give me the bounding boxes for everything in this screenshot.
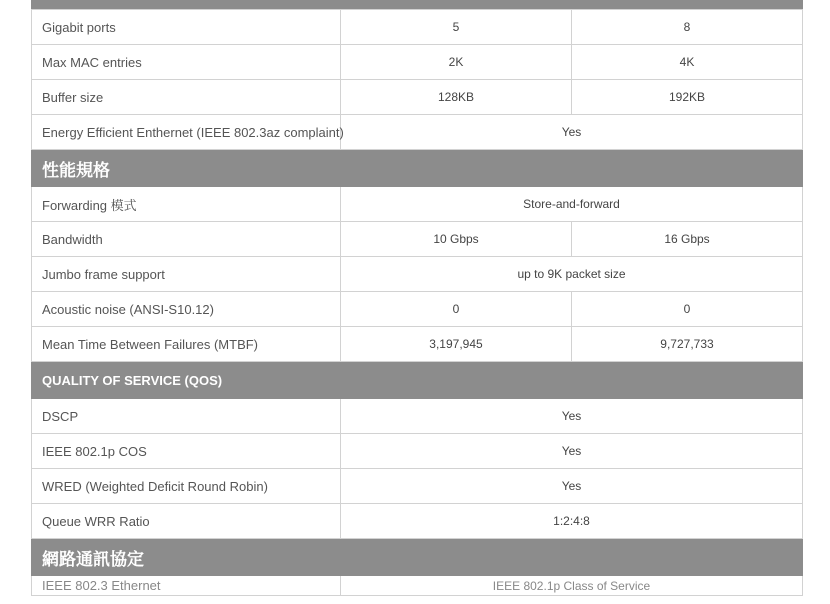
table-row (32, 80, 803, 115)
row-value: 4K (572, 45, 803, 80)
row-value: 9,727,733 (572, 327, 803, 362)
row-label: Gigabit ports (32, 10, 341, 45)
table-row (32, 187, 803, 222)
row-label: Acoustic noise (ANSI-S10.12) (32, 292, 341, 327)
row-label: IEEE 802.3 Ethernet (32, 576, 341, 596)
table-row (32, 504, 803, 539)
row-value: Yes (341, 469, 803, 504)
row-value: 16 Gbps (572, 222, 803, 257)
row-value: 0 (341, 292, 572, 327)
row-label: Bandwidth (32, 222, 341, 257)
table-row (32, 399, 803, 434)
section-header-network (32, 539, 803, 576)
section-title: 性能規格 (32, 150, 803, 187)
table-row (32, 222, 803, 257)
table-row (32, 10, 803, 45)
row-value: 10 Gbps (341, 222, 572, 257)
row-label: IEEE 802.1p COS (32, 434, 341, 469)
table-row (32, 115, 803, 150)
row-value: 5 (341, 10, 572, 45)
section-title: 網路通訊協定 (32, 539, 803, 576)
row-label: Jumbo frame support (32, 257, 341, 292)
row-value: up to 9K packet size (341, 257, 803, 292)
table-row (32, 434, 803, 469)
row-value: 8 (572, 10, 803, 45)
row-label: Max MAC entries (32, 45, 341, 80)
table-row (32, 469, 803, 504)
row-value: Store-and-forward (341, 187, 803, 222)
row-value: 128KB (341, 80, 572, 115)
row-label: Energy Efficient Enthernet (IEEE 802.3az complaint) (32, 115, 341, 150)
row-value: 3,197,945 (341, 327, 572, 362)
row-label: Mean Time Between Failures (MTBF) (32, 327, 341, 362)
row-value: 2K (341, 45, 572, 80)
row-label: WRED (Weighted Deficit Round Robin) (32, 469, 341, 504)
row-value: Yes (341, 399, 803, 434)
row-label: Buffer size (32, 80, 341, 115)
table-row (32, 576, 803, 596)
table-row (32, 257, 803, 292)
section-header-performance (32, 150, 803, 187)
row-value: 192KB (572, 80, 803, 115)
row-value: 0 (572, 292, 803, 327)
section-header-bar-top (31, 0, 803, 9)
spec-table (31, 9, 803, 596)
section-header-qos (32, 362, 803, 399)
row-value: Yes (341, 115, 803, 150)
table-row (32, 45, 803, 80)
row-label: Forwarding 模式 (32, 187, 341, 222)
table-row (32, 292, 803, 327)
row-label: DSCP (32, 399, 341, 434)
row-value: IEEE 802.1p Class of Service (341, 576, 803, 596)
row-value: Yes (341, 434, 803, 469)
row-label: Queue WRR Ratio (32, 504, 341, 539)
section-title: QUALITY OF SERVICE (QOS) (32, 362, 803, 399)
row-value: 1:2:4:8 (341, 504, 803, 539)
table-row (32, 327, 803, 362)
